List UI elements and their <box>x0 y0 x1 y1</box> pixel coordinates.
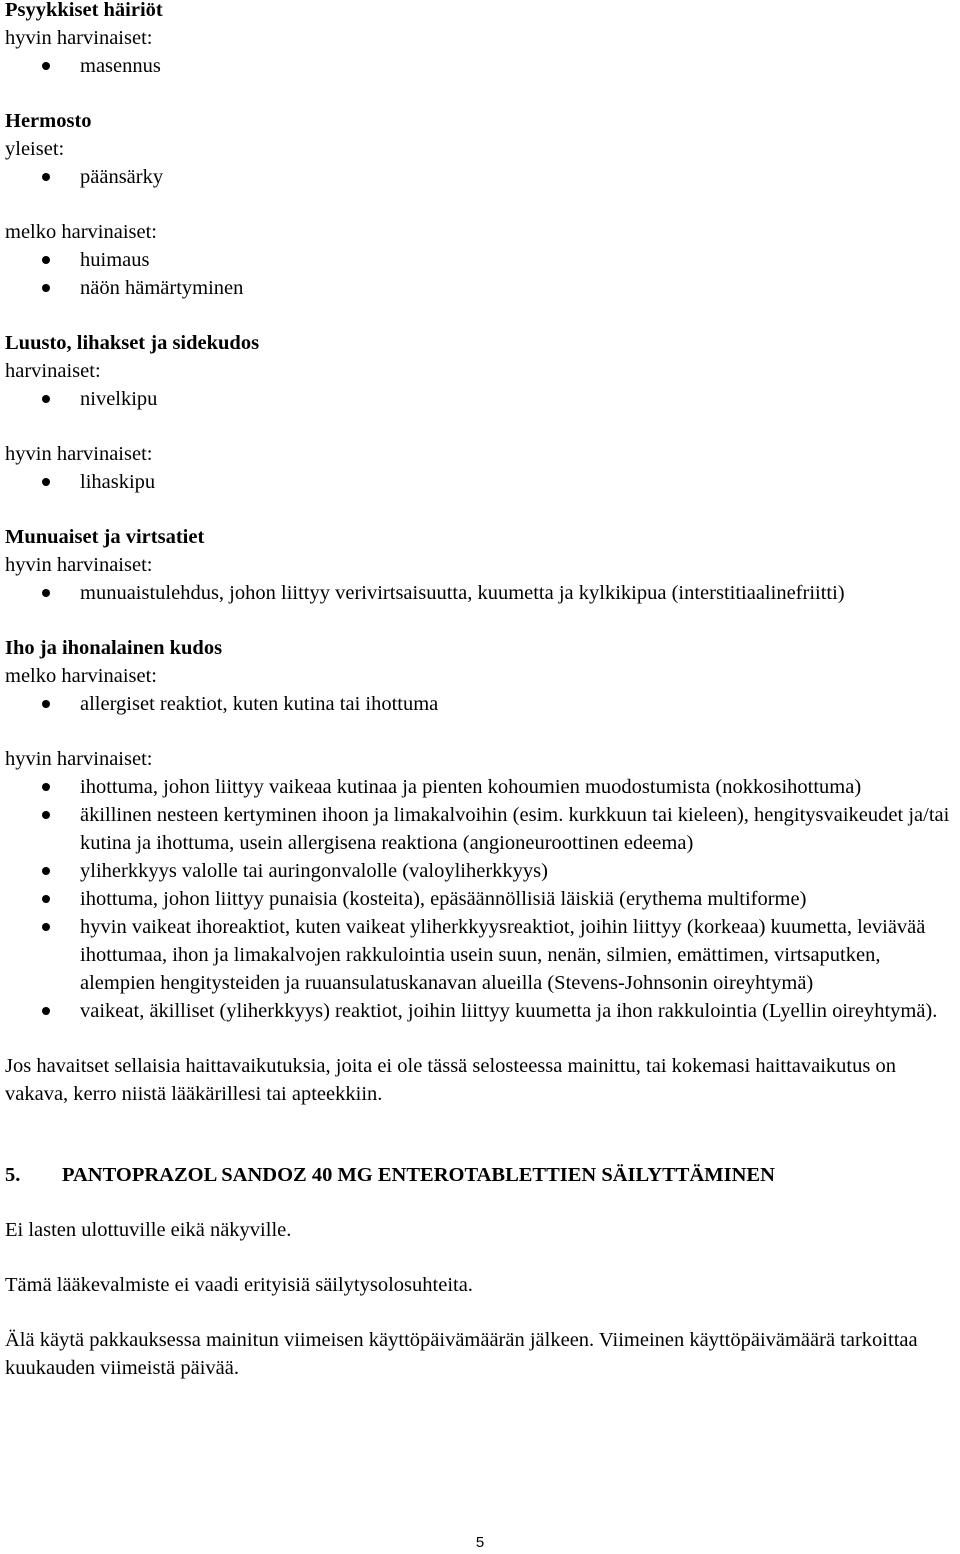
list-item: yliherkkyys valolle tai auringonvalolle (valoyliherkkyys) <box>5 857 955 885</box>
document-page <box>5 0 955 1382</box>
list-item: hyvin vaikeat ihoreaktiot, kuten vaikeat yliherkkyysreaktiot, joihin liittyy (korkeaa) kuumetta, leviävää ihottumaa, ihon ja limakalvojen rakkulointia usein suun, nenän, silmien, emättimen, virtsaputken, alempien hengitysteiden ja ruuansulatuskanavan alueilla (Stevens-Johnsonin oireyhtymä) <box>5 913 955 997</box>
list-item: ihottuma, johon liittyy punaisia (kosteita), epäsäännöllisiä läiskiä (erythema multiforme) <box>5 885 955 913</box>
frequency-label: hyvin harvinaiset: <box>5 748 153 770</box>
frequency-label: hyvin harvinaiset: <box>5 554 153 576</box>
frequency-label: melko harvinaiset: <box>5 221 157 243</box>
section-heading-iho: Iho ja ihonalainen kudos <box>5 637 223 659</box>
list-item: masennus <box>5 52 955 80</box>
frequency-label: hyvin harvinaiset: <box>5 27 153 49</box>
symptom-list <box>5 690 955 718</box>
section-heading-psyykkiset: Psyykkiset häiriöt <box>5 0 163 21</box>
symptom-list <box>5 246 955 302</box>
list-item: äkillinen nesteen kertyminen ihoon ja limakalvoihin (esim. kurkkuun tai kieleen), hengitysvaikeudet ja/tai kutina ja ihottuma, usein allergisena reaktiona (angioneuroottinen edeema) <box>5 801 955 857</box>
list-item: nivelkipu <box>5 385 955 413</box>
list-item: näön hämärtyminen <box>5 274 955 302</box>
symptom-list <box>5 163 955 191</box>
list-item: munuaistulehdus, johon liittyy verivirtsaisuutta, kuumetta ja kylkikipua (interstitiaalinefriitti) <box>5 579 955 607</box>
closing-paragraph: Jos havaitset sellaisia haittavaikutuksia, joita ei ole tässä selosteessa mainittu, tai kokemasi haittavaikutus on vakava, kerro niistä lääkärillesi tai apteekkiin. <box>5 1055 896 1105</box>
list-item: ihottuma, johon liittyy vaikeaa kutinaa ja pienten kohoumien muodostumista (nokkosihottuma) <box>5 773 955 801</box>
storage-paragraph: Ei lasten ulottuville eikä näkyville. <box>5 1219 292 1241</box>
symptom-list <box>5 468 955 496</box>
section-5-heading <box>5 1161 955 1189</box>
frequency-label: hyvin harvinaiset: <box>5 443 153 465</box>
section-heading-hermosto: Hermosto <box>5 110 92 132</box>
list-item: huimaus <box>5 246 955 274</box>
frequency-label: melko harvinaiset: <box>5 665 157 687</box>
list-item: vaikeat, äkilliset (yliherkkyys) reaktiot, joihin liittyy kuumetta ja ihon rakkulointia (Lyellin oireyhtymä). <box>5 997 955 1025</box>
storage-paragraph: Älä käytä pakkauksessa mainitun viimeisen käyttöpäivämäärän jälkeen. Viimeinen käyttöpäivämäärä tarkoittaa kuukauden viimeistä päivää. <box>5 1329 918 1379</box>
frequency-label: yleiset: <box>5 138 65 160</box>
section-number: 5. <box>5 1164 21 1186</box>
section-heading-luusto: Luusto, lihakset ja sidekudos <box>5 332 260 354</box>
section-title: PANTOPRAZOL SANDOZ 40 MG ENTEROTABLETTIEN SÄILYTTÄMINEN <box>62 1164 775 1186</box>
list-item: allergiset reaktiot, kuten kutina tai ihottuma <box>5 690 955 718</box>
symptom-list <box>5 385 955 413</box>
list-item: lihaskipu <box>5 468 955 496</box>
page-number: 5 <box>475 1534 485 1551</box>
symptom-list <box>5 579 955 607</box>
storage-paragraph: Tämä lääkevalmiste ei vaadi erityisiä säilytysolosuhteita. <box>5 1274 473 1296</box>
section-heading-munuaiset: Munuaiset ja virtsatiet <box>5 526 205 548</box>
frequency-label: harvinaiset: <box>5 360 101 382</box>
list-item: päänsärky <box>5 163 955 191</box>
symptom-list <box>5 773 955 1025</box>
symptom-list <box>5 52 955 80</box>
